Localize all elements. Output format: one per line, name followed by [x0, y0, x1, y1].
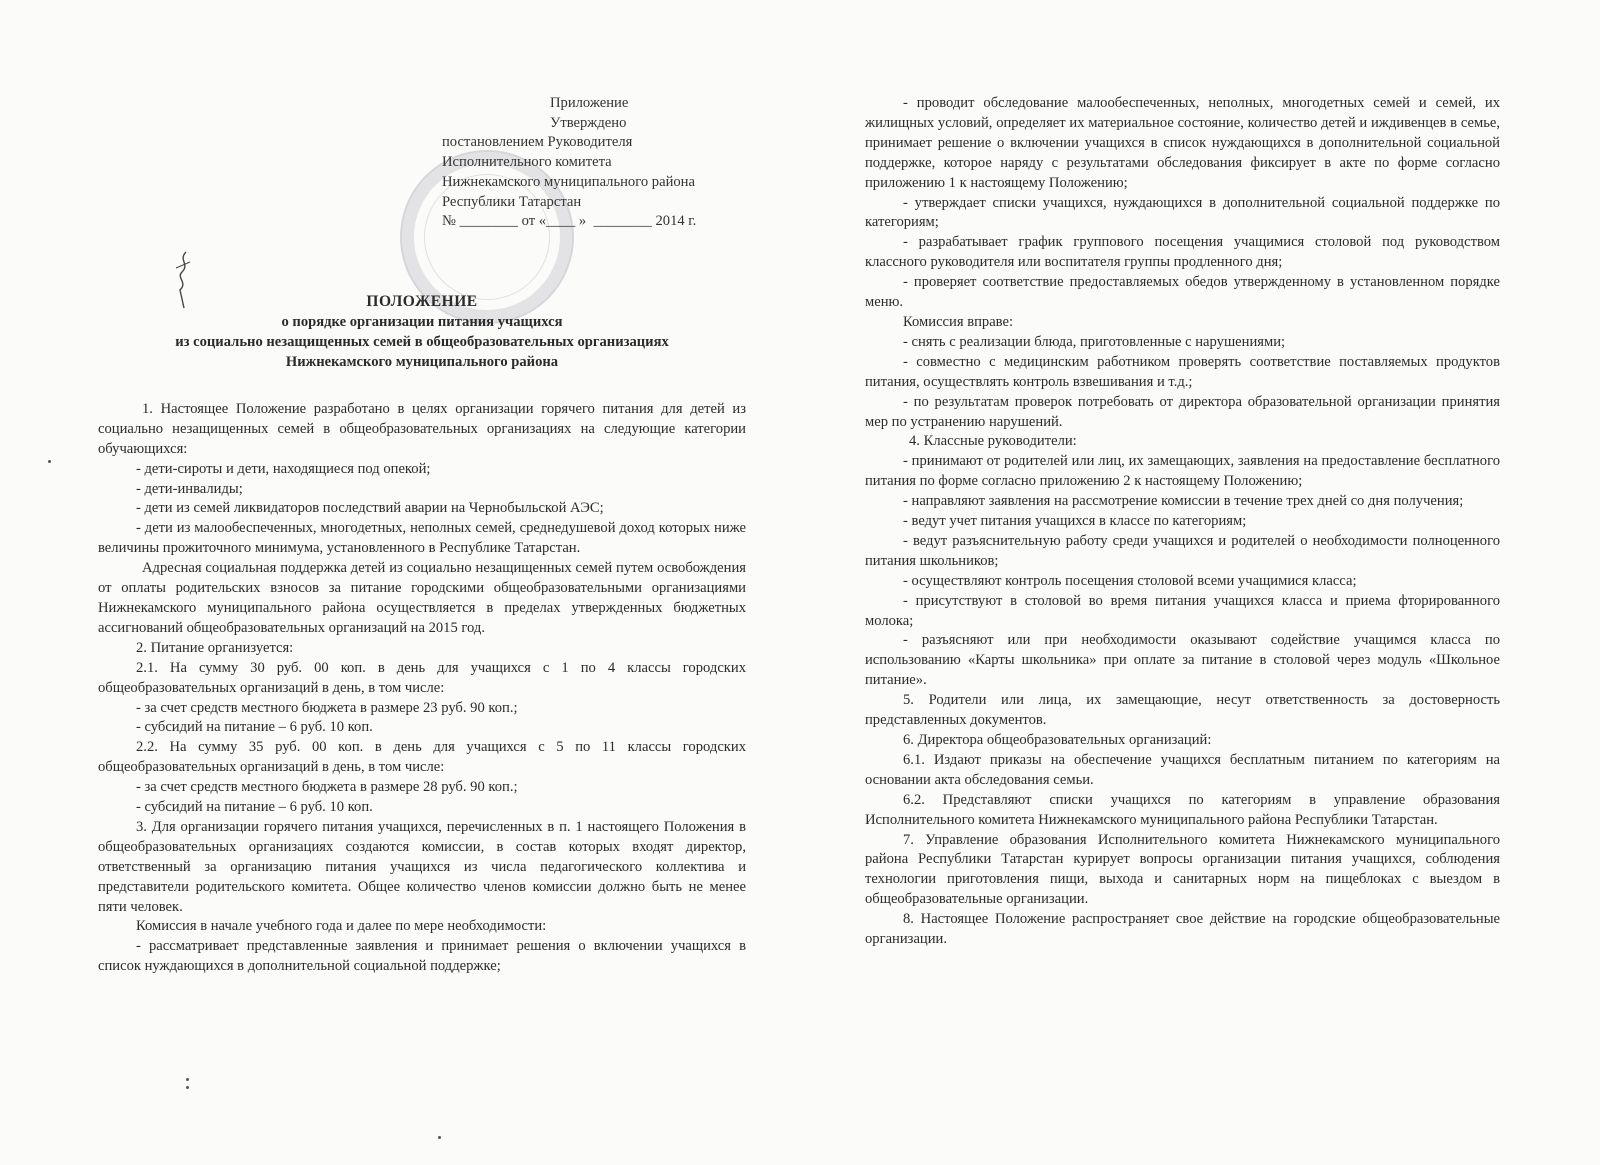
list-item: - ведут учет питания учащихся в классе по категориям;	[903, 513, 1247, 530]
approval-line: Нижнекамского муниципального района	[442, 173, 695, 190]
list-item: - дети-инвалиды;	[136, 480, 243, 497]
list-item: - дети из малообеспеченных, многодетных, неполных семей, среднедушевой доход которых ниже величины прожиточного минимума, установленного в Республике Татарстан.	[98, 520, 746, 557]
scan-speck	[438, 1136, 441, 1139]
paragraph: 8. Настоящее Положение распространяет свое действие на городские общеобразовательные организации.	[865, 911, 1500, 948]
title-sub: Нижнекамского муниципального района	[285, 353, 559, 370]
list-item: - принимают от родителей или лиц, их замещающих, заявления на предоставление бесплатного питания по форме согласно приложению 2 к настоящему Положению;	[865, 453, 1500, 490]
title-main: ПОЛОЖЕНИЕ	[366, 292, 478, 310]
scan-speck	[48, 460, 51, 463]
list-item: - ведут разъяснительную работу среди учащихся и родителей о необходимости полноценного питания школьников;	[865, 532, 1500, 569]
list-item: - за счет средств местного бюджета в размере 28 руб. 90 коп.;	[136, 779, 518, 796]
approval-line: Исполнительного комитета	[442, 154, 612, 171]
paragraph: 2.1. На сумму 30 руб. 00 коп. в день для учащихся с 1 по 4 классы городских общеобразовательных организаций в день, в том числе:	[98, 659, 746, 696]
list-item: - присутствуют в столовой во время питания учащихся класса и приема фторированного молока;	[865, 592, 1500, 629]
paragraph: 6.2. Представляют списки учащихся по категориям в управление образования Исполнительного комитета Нижнекамского муниципального района Республики Татарстан.	[865, 791, 1500, 828]
approval-line: Приложение	[550, 95, 629, 111]
paragraph: Комиссия вправе:	[903, 313, 1014, 330]
list-item: - разрабатывает график группового посещения учащимися столовой под руководством классного руководителя или воспитателя группы продленного дня;	[865, 234, 1500, 271]
scan-speck	[186, 1078, 189, 1081]
title-sub: из социально незащищенных семей в общеобразовательных организациях	[175, 333, 669, 350]
left-column	[98, 94, 746, 977]
approval-block	[442, 94, 746, 232]
approval-date-line: № ________ от «____ » ________ 2014 г.	[442, 213, 697, 230]
paragraph: 3. Для организации горячего питания учащихся, перечисленных в п. 1 настоящего Положения в общеобразовательных организациях создаются комиссии, в состав которых входят директор, ответственный за организацию питания учащихся из числа педагогического коллектива и представители родительского комитета. Общее количество членов комиссии должно быть не менее пяти человек.	[98, 818, 746, 915]
paragraph: 5. Родители или лица, их замещающие, несут ответственность за достоверность представленных документов.	[865, 692, 1500, 729]
paragraph: 1. Настоящее Положение разработано в целях организации горячего питания для детей из социально незащищенных семей в общеобразовательных организациях на следующие категории обучающихся:	[98, 400, 746, 457]
list-item: - рассматривает представленные заявления и принимает решения о включении учащихся в список нуждающихся в дополнительной социальной поддержке;	[98, 938, 746, 975]
list-item: - совместно с медицинским работником проверять соответствие поставляемых продуктов питания, осуществлять контроль взвешивания и т.д.;	[865, 353, 1500, 390]
paragraph: 7. Управление образования Исполнительного комитета Нижнекамского муниципального района Республики Татарстан курирует вопросы организации питания учащихся, соблюдения технологии приготовления пищи, выхода и санитарных норм на пищеблоках с выездом в общеобразовательные организации.	[865, 831, 1500, 908]
scan-speck	[186, 1086, 189, 1089]
approval-line: Республики Татарстан	[442, 193, 582, 210]
paragraph: 6.1. Издают приказы на обеспечение учащихся бесплатным питанием по категориям на основании акта обследования семьи.	[865, 751, 1500, 788]
approval-line: Утверждено	[550, 114, 627, 131]
list-item: - снять с реализации блюда, приготовленные с нарушениями;	[903, 333, 1286, 350]
list-item: - субсидий на питание – 6 руб. 10 коп.	[136, 799, 373, 816]
list-item: - проводит обследование малообеспеченных, неполных, многодетных семей и семей, их жилищных условий, определяет их материальное состояние, количество детей и иждивенцев в семье, принимает решение о включении учащихся в список нуждающихся в дополнительной социальной поддержке, которое наряду с результатами обследования фиксирует в акте по форме согласно приложению 1 к настоящему Положению;	[865, 95, 1500, 191]
paragraph: 6. Директора общеобразовательных организаций:	[903, 732, 1212, 748]
list-item: - проверяет соответствие предоставляемых обедов утвержденному в установленном порядке меню.	[865, 274, 1500, 311]
document-title	[98, 292, 746, 372]
paragraph: Адресная социальная поддержка детей из социально незащищенных семей путем освобождения от оплаты родительских взносов за питание городскими общеобразовательными организациями Нижнекамского муниципального района осуществляется в пределах утвержденных бюджетных ассигнований общеобразовательных организаций на 2015 год.	[98, 560, 746, 636]
list-item: - дети из семей ликвидаторов последствий аварии на Чернобыльской АЭС;	[136, 500, 604, 517]
list-item: - осуществляют контроль посещения столовой всеми учащимися класса;	[903, 572, 1357, 589]
right-column	[865, 94, 1500, 950]
list-item: - за счет средств местного бюджета в размере 23 руб. 90 коп.;	[136, 699, 518, 716]
title-sub: о порядке организации питания учащихся	[281, 313, 563, 330]
paragraph: 4. Классные руководители:	[909, 433, 1077, 450]
list-item: - по результатам проверок потребовать от директора образовательной организации принятия мер по устранению нарушений.	[865, 393, 1500, 430]
paragraph: 2.2. На сумму 35 руб. 00 коп. в день для учащихся с 5 по 11 классы городских общеобразовательных организаций в день, в том числе:	[98, 739, 746, 776]
approval-line: постановлением Руководителя	[442, 134, 633, 151]
list-item: - направляют заявления на рассмотрение комиссии в течение трех дней со дня получения;	[903, 493, 1464, 510]
list-item: - разъясняют или при необходимости оказывают содействие учащимся класса по использованию «Карты школьника» при оплате за питание в столовой через модуль «Школьное питание».	[865, 632, 1500, 689]
paragraph: Комиссия в начале учебного года и далее по мере необходимости:	[136, 918, 547, 935]
list-item: - субсидий на питание – 6 руб. 10 коп.	[136, 719, 373, 736]
paragraph: 2. Питание организуется:	[136, 639, 294, 656]
list-item: - утверждает списки учащихся, нуждающихся в дополнительной социальной поддержке по категориям;	[865, 194, 1500, 231]
list-item: - дети-сироты и дети, находящиеся под опекой;	[136, 460, 431, 477]
